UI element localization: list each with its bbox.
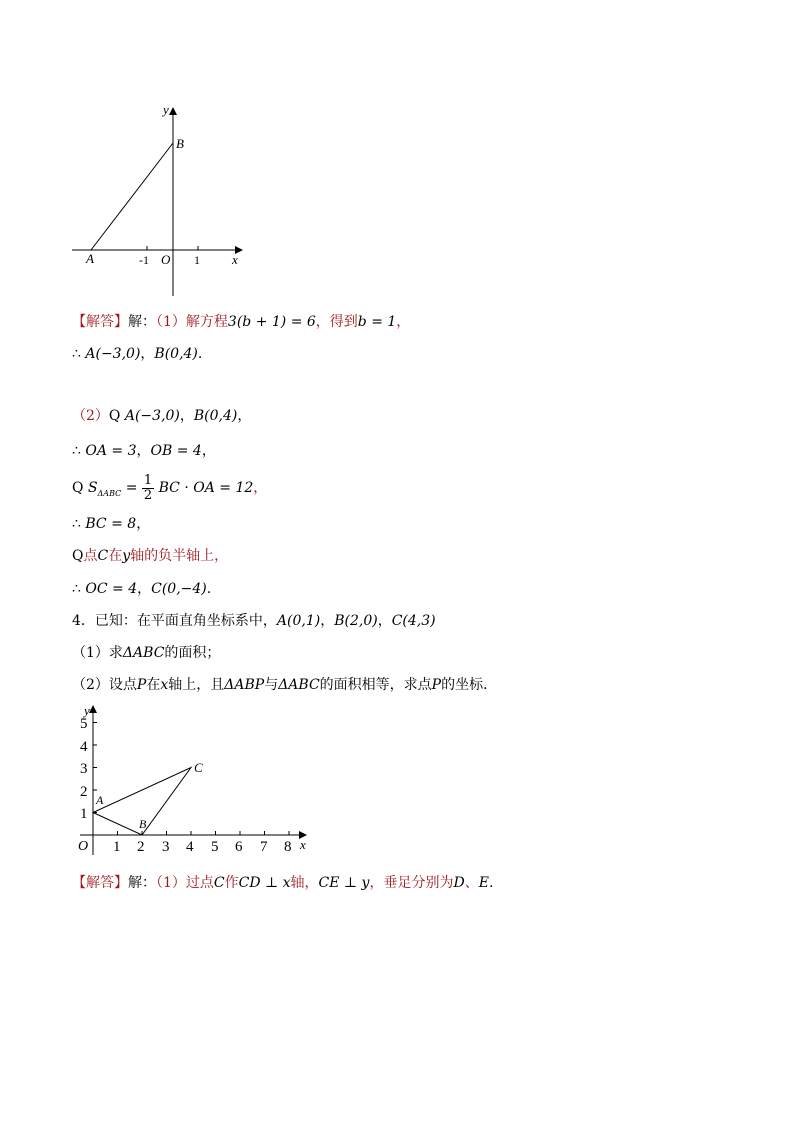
area-subscript: ΔABC bbox=[97, 489, 122, 498]
problem-head: 4．已知：在平面直角坐标系中， bbox=[72, 613, 277, 629]
x-tick-label: 6 bbox=[235, 839, 243, 855]
equation: 3(b + 1) = 6 bbox=[227, 314, 316, 330]
jie-label: 解： bbox=[128, 875, 156, 891]
x-tick-label: 5 bbox=[211, 839, 219, 855]
punct: ， bbox=[396, 314, 411, 330]
answer-1-line-3 bbox=[72, 406, 251, 426]
punct: ， bbox=[253, 480, 268, 496]
answer-1-line-7 bbox=[72, 546, 228, 566]
ob-value: OB = 4 bbox=[150, 443, 202, 459]
point-d: D bbox=[453, 875, 465, 891]
area-symbol: S bbox=[87, 480, 98, 496]
answer-1-line-1 bbox=[72, 312, 410, 332]
therefore-symbol: ∴ bbox=[72, 581, 81, 597]
part1-text: （1）解方程 bbox=[156, 314, 228, 330]
ce-perp: CE ⊥ y bbox=[318, 875, 370, 891]
answer-tag: 【解答】 bbox=[72, 314, 128, 330]
point-e: E bbox=[478, 875, 489, 891]
point-p: P bbox=[431, 677, 442, 693]
punct: ， bbox=[136, 516, 151, 532]
fraction-numerator: 1 bbox=[143, 472, 153, 488]
text: 作 bbox=[224, 875, 239, 891]
sep: ， bbox=[137, 581, 152, 597]
point-b-coord: B(0,4) bbox=[193, 408, 238, 424]
x-tick-label: 2 bbox=[137, 839, 145, 855]
point-b-label: B bbox=[139, 817, 147, 831]
tick-neg1-label: -1 bbox=[139, 253, 149, 267]
point-c-coord: C(4,3) bbox=[391, 613, 436, 629]
point-a-label: A bbox=[96, 793, 104, 807]
point-a-coord: A(−3,0) bbox=[85, 346, 141, 362]
figure-2-coordinate-plane bbox=[70, 700, 320, 860]
origin-label: O bbox=[161, 252, 171, 267]
part2-label: （2） bbox=[72, 408, 109, 424]
point-c-label: C bbox=[194, 760, 203, 775]
q2-text-end: 的坐标． bbox=[441, 677, 498, 693]
y-tick-label: 3 bbox=[80, 761, 88, 777]
point-a-coord: A(−3,0) bbox=[124, 408, 180, 424]
answer-2-line-1 bbox=[72, 873, 493, 893]
equation-result: b = 1 bbox=[357, 314, 397, 330]
fraction-denominator: 2 bbox=[143, 487, 153, 503]
therefore-symbol: ∴ bbox=[72, 443, 81, 459]
therefore-symbol: ∴ bbox=[72, 346, 81, 362]
problem-4-question-1 bbox=[72, 643, 220, 663]
q2-text: 在 bbox=[146, 677, 161, 693]
x-axis-label: x bbox=[300, 837, 306, 852]
oc-value: OC = 4 bbox=[85, 581, 138, 597]
x-tick-label: 7 bbox=[260, 839, 268, 855]
triangle-abp: ΔABP bbox=[224, 677, 265, 693]
sep: ， bbox=[377, 613, 392, 629]
x-axis-label: x bbox=[232, 252, 238, 267]
sep: ， bbox=[136, 443, 151, 459]
q1-text: （1）求 bbox=[72, 645, 123, 661]
answer-1-line-2 bbox=[72, 344, 202, 364]
y-axis-label: y bbox=[163, 102, 169, 117]
text: ，垂足分别为 bbox=[369, 875, 454, 891]
because-symbol: Q bbox=[72, 480, 84, 496]
y-tick-label: 1 bbox=[80, 806, 88, 822]
therefore-symbol: ∴ bbox=[72, 516, 81, 532]
triangle-abc: ΔABC bbox=[122, 645, 165, 661]
point-c: C bbox=[97, 548, 109, 564]
text: （1）过点 bbox=[156, 875, 214, 891]
cd-perp: CD ⊥ x bbox=[238, 875, 291, 891]
q2-text: 的面积相等，求点 bbox=[319, 677, 432, 693]
y-tick-label: 5 bbox=[80, 716, 88, 732]
because-symbol: Q bbox=[108, 408, 121, 424]
sep: ， bbox=[140, 346, 155, 362]
x-tick-label: 8 bbox=[284, 839, 292, 855]
equals: = bbox=[125, 480, 138, 496]
x-var: x bbox=[160, 677, 169, 693]
y-axis-label: y bbox=[84, 703, 90, 718]
sep: ， bbox=[179, 408, 194, 424]
figure-1-coordinate-plane bbox=[60, 98, 260, 298]
q1-text-end: 的面积； bbox=[164, 645, 221, 661]
oa-value: OA = 3 bbox=[85, 443, 137, 459]
point-c-coord: C(0,−4) bbox=[151, 581, 207, 597]
end-dot: . bbox=[206, 581, 212, 597]
q2-text: 与 bbox=[264, 677, 279, 693]
point-c: C bbox=[213, 875, 225, 891]
y-var: y bbox=[122, 548, 131, 564]
text: 、 bbox=[464, 875, 479, 891]
point-b-coord: B(0,4) bbox=[154, 346, 198, 362]
point-p: P bbox=[136, 677, 147, 693]
problem-4-question-2 bbox=[72, 675, 497, 695]
answer-1-line-8 bbox=[72, 579, 211, 599]
q2-text: 轴上，且 bbox=[168, 677, 225, 693]
y-tick-label: 4 bbox=[80, 739, 88, 755]
triangle-abc: ΔABC bbox=[278, 677, 320, 693]
q2-text: （2）设点 bbox=[72, 677, 137, 693]
answer-tag: 【解答】 bbox=[72, 875, 128, 891]
part1-mid: ，得到 bbox=[315, 314, 358, 330]
point-b-label: B bbox=[176, 136, 184, 151]
text-on: 在 bbox=[108, 548, 123, 564]
tick-1-label: 1 bbox=[194, 253, 200, 267]
segment-ab bbox=[91, 143, 173, 250]
sep: ， bbox=[320, 613, 335, 629]
point-a-label: A bbox=[86, 251, 94, 266]
point-b-coord: B(2,0) bbox=[334, 613, 378, 629]
punct: ， bbox=[201, 443, 216, 459]
end-dot: . bbox=[197, 346, 203, 362]
x-tick-label: 3 bbox=[162, 839, 170, 855]
origin-label: O bbox=[78, 839, 89, 854]
text-point: 点 bbox=[83, 548, 98, 564]
x-tick-label: 4 bbox=[186, 839, 194, 855]
answer-1-line-5-area bbox=[72, 470, 267, 506]
x-tick-label: 1 bbox=[113, 839, 121, 855]
jie-label: 解： bbox=[128, 314, 156, 330]
answer-1-line-4 bbox=[72, 441, 216, 461]
punct: ， bbox=[237, 408, 252, 424]
end-dot: . bbox=[488, 875, 494, 891]
text: 轴， bbox=[290, 875, 319, 891]
y-tick-label: 2 bbox=[80, 784, 88, 800]
bc-value: BC = 8 bbox=[85, 516, 137, 532]
text-neg-axis: 轴的负半轴上， bbox=[130, 548, 229, 564]
answer-1-line-6 bbox=[72, 514, 150, 534]
fraction-half bbox=[142, 474, 154, 503]
point-a-coord: A(0,1) bbox=[276, 613, 321, 629]
because-symbol: Q bbox=[72, 548, 84, 564]
problem-4-statement bbox=[72, 611, 436, 631]
area-expression: BC · OA = 12 bbox=[158, 480, 254, 496]
